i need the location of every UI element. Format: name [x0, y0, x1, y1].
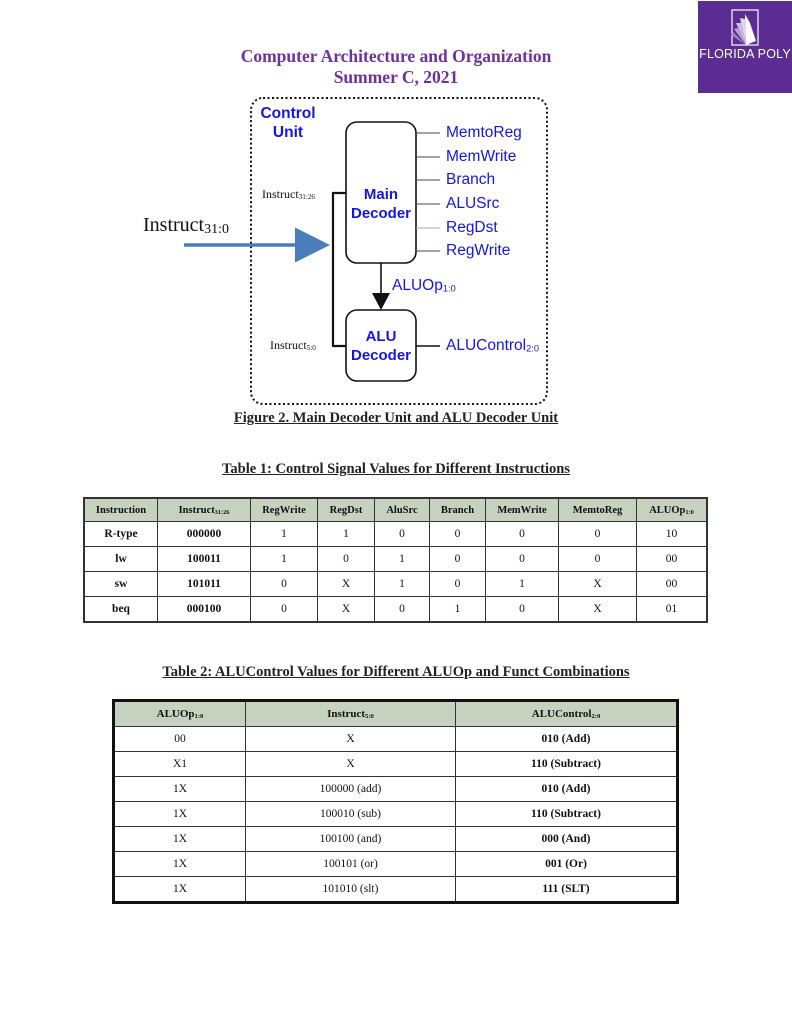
alu-decoder-line2: Decoder [350, 347, 412, 364]
alu-decoder-label [346, 327, 416, 365]
t2-header: ALUControl$_{2:0}$ [456, 701, 678, 727]
t1-cell: 0 [430, 547, 486, 572]
t1-cell: 0 [251, 572, 318, 597]
t1-cell: 1 [318, 522, 375, 547]
table-row [84, 522, 707, 547]
instruct-input-label [143, 214, 229, 238]
control-unit-label [260, 104, 316, 142]
t1-cell: 00 [637, 572, 708, 597]
table-row [114, 802, 678, 827]
table2-title: Table 2: ALUControl Values for Different ALUOp and Funct Combinations [162, 664, 630, 680]
alu-input-sub: 5:0 [306, 344, 316, 353]
t1-cell: 101011 [158, 572, 251, 597]
t1-cell: X [559, 597, 637, 623]
t1-header: RegDst [318, 498, 375, 522]
course-title: Computer Architecture and Organization [240, 46, 552, 66]
t2-cell: 101010 (slt) [246, 877, 456, 903]
table-row [114, 877, 678, 903]
t1-cell: 0 [486, 547, 559, 572]
t1-cell: 0 [251, 597, 318, 623]
t1-cell: 1 [375, 572, 430, 597]
t1-header: RegWrite [251, 498, 318, 522]
t2-cell: 110 (Subtract) [456, 752, 678, 777]
t2-cell: 001 (Or) [456, 852, 678, 877]
t2-header: ALUOp$_{1:0}$ [114, 701, 246, 727]
alu-input-text: Instruct [270, 338, 307, 352]
output-lines [416, 133, 440, 251]
main-decoder-line1: Main [363, 186, 399, 203]
t1-cell: 1 [375, 547, 430, 572]
table-row [114, 727, 678, 752]
main-input-sub: 31:26 [298, 193, 316, 202]
table-row [114, 827, 678, 852]
t1-cell: X [318, 572, 375, 597]
t2-cell: 111 (SLT) [456, 877, 678, 903]
t2-cell: X1 [114, 752, 246, 777]
alu-input-label [270, 338, 316, 353]
t1-cell: 00 [637, 547, 708, 572]
t1-cell: beq [84, 597, 158, 623]
table-row [84, 572, 707, 597]
t2-cell: 1X [114, 877, 246, 903]
t1-cell: 0 [430, 522, 486, 547]
t1-cell: 0 [559, 522, 637, 547]
t1-cell: 0 [375, 597, 430, 623]
t1-header: Branch [430, 498, 486, 522]
t1-header: MemWrite [486, 498, 559, 522]
figure-caption: Figure 2. Main Decoder Unit and ALU Decoder Unit [233, 410, 559, 426]
t1-cell: 0 [559, 547, 637, 572]
t1-cell: 0 [430, 572, 486, 597]
t1-cell: 0 [486, 522, 559, 547]
control-unit-line1: Control [260, 105, 316, 122]
output-branch: Branch [446, 171, 496, 188]
t2-cell: X [246, 752, 456, 777]
table-row [114, 777, 678, 802]
aluop-sub: 1:0 [442, 283, 456, 294]
main-input-text: Instruct [262, 187, 299, 201]
t1-cell: 0 [486, 597, 559, 623]
t1-cell: 01 [637, 597, 708, 623]
alucontrol-label [446, 337, 539, 355]
t2-cell: 00 [114, 727, 246, 752]
t1-cell: 0 [318, 547, 375, 572]
output-regwrite: RegWrite [446, 242, 511, 259]
t2-cell: 100000 (add) [246, 777, 456, 802]
t1-cell: 10 [637, 522, 708, 547]
t2-cell: 1X [114, 802, 246, 827]
t1-header: Instruct$_{31:26}$ [158, 498, 251, 522]
t1-cell: 1 [430, 597, 486, 623]
aluop-text: ALUOp [392, 277, 443, 294]
control-signal-table [83, 497, 708, 623]
t1-header: AluSrc [375, 498, 430, 522]
t1-cell: 000100 [158, 597, 251, 623]
table2-header-row [114, 701, 678, 727]
aluop-arrowhead-icon [372, 293, 390, 310]
t1-cell: X [559, 572, 637, 597]
t2-cell: 1X [114, 827, 246, 852]
logo-text: FLORIDA POLY [699, 47, 791, 61]
t1-cell: 0 [375, 522, 430, 547]
t1-header: MemtoReg [559, 498, 637, 522]
t2-cell: 100101 (or) [246, 852, 456, 877]
t1-cell: 1 [486, 572, 559, 597]
t2-header: Instruct$_{5:0}$ [246, 701, 456, 727]
output-alusrc: ALUSrc [446, 195, 500, 212]
table-row [114, 852, 678, 877]
aluop-label [392, 277, 456, 295]
t2-cell: X [246, 727, 456, 752]
instruct-bus [333, 193, 346, 346]
output-memtoreg: MemtoReg [446, 124, 522, 141]
t1-cell: 1 [251, 547, 318, 572]
instruct-input-text: Instruct [143, 214, 205, 236]
t1-header: ALUOp$_{1:0}$ [637, 498, 708, 522]
t1-cell: 1 [251, 522, 318, 547]
table-row [84, 597, 707, 623]
t1-cell: lw [84, 547, 158, 572]
output-memwrite: MemWrite [446, 148, 517, 165]
control-unit-line2: Unit [272, 124, 304, 141]
alucontrol-sub: 2:0 [526, 343, 540, 354]
alucontrol-table [112, 699, 679, 904]
t2-cell: 1X [114, 852, 246, 877]
t2-cell: 100010 (sub) [246, 802, 456, 827]
t1-cell: 100011 [158, 547, 251, 572]
table1-header-row [84, 498, 707, 522]
main-decoder-label [346, 185, 416, 223]
alucontrol-text: ALUControl [446, 337, 527, 354]
table1-title: Table 1: Control Signal Values for Different Instructions [222, 461, 570, 477]
t2-cell: 000 (And) [456, 827, 678, 852]
t1-header: Instruction [84, 498, 158, 522]
instruct-input-sub: 31:0 [204, 222, 229, 238]
t1-cell: 000000 [158, 522, 251, 547]
table-row [84, 547, 707, 572]
t2-cell: 110 (Subtract) [456, 802, 678, 827]
t1-cell: sw [84, 572, 158, 597]
t2-cell: 1X [114, 777, 246, 802]
t1-cell: R-type [84, 522, 158, 547]
t2-cell: 010 (Add) [456, 727, 678, 752]
output-regdst: RegDst [446, 219, 498, 236]
t2-cell: 100100 (and) [246, 827, 456, 852]
course-term: Summer C, 2021 [333, 67, 459, 87]
main-decoder-line2: Decoder [350, 205, 412, 222]
t2-cell: 010 (Add) [456, 777, 678, 802]
table-row [114, 752, 678, 777]
alu-decoder-line1: ALU [365, 328, 397, 345]
t1-cell: X [318, 597, 375, 623]
main-input-label [262, 187, 315, 202]
